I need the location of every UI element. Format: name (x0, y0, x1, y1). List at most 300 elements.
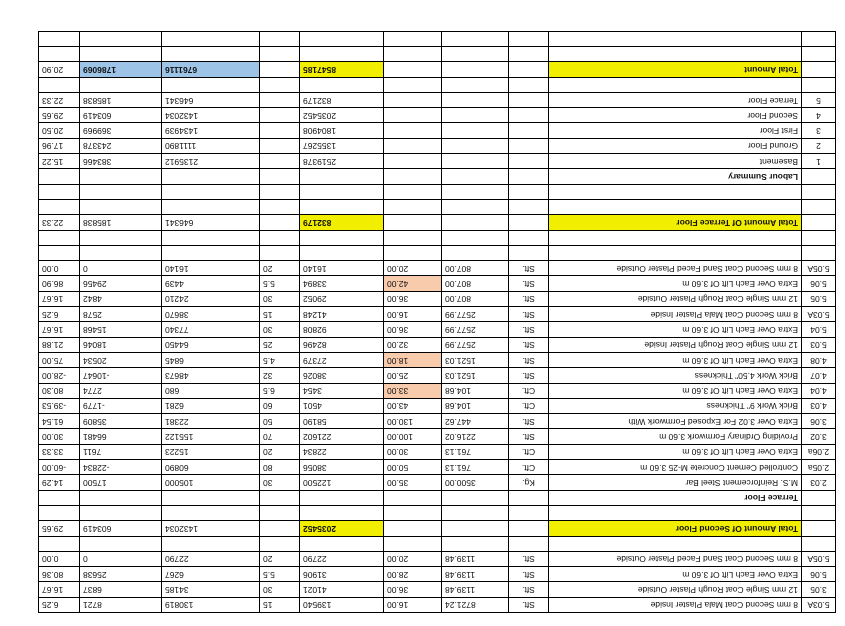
cell-quantity (442, 230, 509, 245)
cell-description: 8 mm Second Coat Sand Faced Plaster Outside (549, 261, 802, 276)
cell-rate (384, 230, 442, 245)
cell-amount: 27379 (300, 352, 384, 367)
cell-description: Extra Over 3.02 For Exposed Formwork With (549, 414, 802, 429)
cell-unit (509, 230, 549, 245)
cell-difference: 18046 (80, 337, 162, 352)
cell-quantity: 104.68 (442, 383, 509, 398)
cell-percent: 0.00 (39, 261, 80, 276)
cell-labour-rate (260, 31, 300, 46)
cell-quantity: 1521.03 (442, 352, 509, 367)
cell-amount (300, 169, 384, 184)
cell-rate: 43.00 (384, 398, 442, 413)
cell-amount: 82496 (300, 337, 384, 352)
blank-row (39, 245, 836, 260)
cell-labour-rate (260, 169, 300, 184)
cell-amount: 38026 (300, 368, 384, 383)
cell-rate: 100.00 (384, 429, 442, 444)
cell-description: Extra Over Each Lift Of 3.60 m (549, 352, 802, 367)
cell-labour-amount: 680 (162, 383, 260, 398)
cell-labour-rate: 30 (260, 291, 300, 306)
cell-unit: Sft. (509, 352, 549, 367)
cell-rate: 30.00 (384, 444, 442, 459)
cell-rate (384, 245, 442, 260)
cell-unit: Sft. (509, 551, 549, 566)
cell-rate: 16.00 (384, 307, 442, 322)
cell-rate (384, 138, 442, 153)
table-row (39, 551, 836, 566)
cell-labour-amount (162, 505, 260, 520)
cell-unit (509, 490, 549, 505)
cell-description: Total Amount (549, 62, 802, 77)
cell-labour-rate (260, 138, 300, 153)
cell-rate (384, 123, 442, 138)
table-row (39, 460, 836, 475)
cell-rate (384, 31, 442, 46)
cell-quantity (442, 138, 509, 153)
cell-rate: 36.00 (384, 291, 442, 306)
cell-quantity: 2577.99 (442, 307, 509, 322)
cell-labour-amount: 60890 (162, 460, 260, 475)
cell-unit (509, 47, 549, 62)
cell-labour-rate (260, 215, 300, 230)
cell-percent: 14.29 (39, 475, 80, 490)
table-row (39, 261, 836, 276)
cell-percent (39, 169, 80, 184)
cell-labour-amount: 48673 (162, 368, 260, 383)
cell-labour-rate (260, 505, 300, 520)
cell-quantity (442, 505, 509, 520)
cell-percent: 29.65 (39, 108, 80, 123)
cell-sr-no: 5.05 (802, 291, 836, 306)
cell-difference (80, 199, 162, 214)
cell-amount (300, 47, 384, 62)
cell-labour-amount (162, 230, 260, 245)
cell-difference (80, 31, 162, 46)
cell-difference: 17500 (80, 475, 162, 490)
cell-difference: 369969 (80, 123, 162, 138)
cell-labour-rate (260, 92, 300, 107)
cell-sr-no (802, 47, 836, 62)
cell-percent (39, 77, 80, 92)
cell-description: Terrace Floor (549, 490, 802, 505)
table-row (39, 337, 836, 352)
cell-labour-amount: 6761116 (162, 62, 260, 77)
cell-sr-no: 2 (802, 138, 836, 153)
cell-rate: 18.00 (384, 352, 442, 367)
cell-unit: Cft. (509, 383, 549, 398)
cell-labour-rate (260, 123, 300, 138)
cell-unit: Sft. (509, 276, 549, 291)
cell-sr-no: 2.05a (802, 460, 836, 475)
cell-difference: 0 (80, 551, 162, 566)
cell-quantity: 807.00 (442, 291, 509, 306)
cell-description: 12 mm Single Coat Rough Plaster Outside (549, 291, 802, 306)
cell-labour-amount: 24210 (162, 291, 260, 306)
cell-difference: 383466 (80, 154, 162, 169)
cell-percent: 33.33 (39, 444, 80, 459)
cell-description (549, 230, 802, 245)
cell-labour-rate: 20 (260, 261, 300, 276)
cell-unit (509, 169, 549, 184)
cell-quantity (442, 215, 509, 230)
cell-labour-rate (260, 245, 300, 260)
cell-percent: 16.67 (39, 322, 80, 337)
cell-unit: Cft. (509, 460, 549, 475)
cell-description: Second Floor (549, 108, 802, 123)
cell-sr-no: 3.05 (802, 582, 836, 597)
cell-amount (300, 77, 384, 92)
cell-rate (384, 92, 442, 107)
cell-percent: 80.30 (39, 383, 80, 398)
cell-labour-amount (162, 536, 260, 551)
cell-percent: 30.00 (39, 429, 80, 444)
table-row (39, 444, 836, 459)
cell-rate: 36.00 (384, 322, 442, 337)
cell-description: Extra Over Each Lift Of 3.60 m (549, 276, 802, 291)
cell-labour-amount: 6281 (162, 398, 260, 413)
cell-sr-no (802, 199, 836, 214)
cell-amount: 3454 (300, 383, 384, 398)
cell-amount: 41021 (300, 582, 384, 597)
cell-labour-amount (162, 184, 260, 199)
cell-unit: Cft. (509, 444, 549, 459)
cell-amount: 92808 (300, 322, 384, 337)
cell-sr-no: 5.06 (802, 276, 836, 291)
cell-quantity: 8721.24 (442, 597, 509, 612)
cell-sr-no: 5.03A (802, 307, 836, 322)
cell-quantity: 1139.48 (442, 551, 509, 566)
cell-labour-rate: 5.5 (260, 276, 300, 291)
cell-sr-no: 1 (802, 154, 836, 169)
cell-amount: 832179 (300, 92, 384, 107)
blank-row (39, 31, 836, 46)
blank-row (39, 199, 836, 214)
cell-amount: 1355267 (300, 138, 384, 153)
cell-quantity: 807.00 (442, 261, 509, 276)
cell-difference (80, 505, 162, 520)
cell-rate: 35.00 (384, 475, 442, 490)
cell-amount (300, 505, 384, 520)
cell-labour-amount (162, 245, 260, 260)
cell-unit: Cft. (509, 398, 549, 413)
cell-difference: 15468 (80, 322, 162, 337)
cell-rate (384, 536, 442, 551)
cell-labour-amount: 1434939 (162, 123, 260, 138)
cell-amount: 41248 (300, 307, 384, 322)
table-row (39, 352, 836, 367)
cell-rate (384, 77, 442, 92)
cell-unit (509, 62, 549, 77)
cell-unit (509, 31, 549, 46)
cell-difference: 6837 (80, 582, 162, 597)
cell-unit: Sft. (509, 414, 549, 429)
cell-unit: Sft. (509, 582, 549, 597)
cell-sr-no (802, 521, 836, 536)
cell-amount (300, 490, 384, 505)
cell-sr-no: 5.06 (802, 567, 836, 582)
cell-labour-rate: 70 (260, 429, 300, 444)
cell-quantity: 807.00 (442, 276, 509, 291)
blank-row (39, 536, 836, 551)
cell-quantity (442, 77, 509, 92)
cell-sr-no: 5.05A (802, 261, 836, 276)
cell-rate (384, 169, 442, 184)
cell-labour-rate: 30 (260, 475, 300, 490)
cell-amount: 8547185 (300, 62, 384, 77)
cell-unit (509, 154, 549, 169)
cell-difference: -1779 (80, 398, 162, 413)
cell-description: Controlled Cement Concrete M-25 3.60 m (549, 460, 802, 475)
cell-unit: Sft. (509, 368, 549, 383)
cell-description: 12 mm Single Coat Rough Plaster Outside (549, 582, 802, 597)
cell-rate (384, 521, 442, 536)
cell-difference (80, 536, 162, 551)
cell-sr-no: 3.06 (802, 414, 836, 429)
cell-description: Basement (549, 154, 802, 169)
cell-percent: -28.00 (39, 368, 80, 383)
cell-labour-rate: 20 (260, 444, 300, 459)
cell-quantity: 1139.48 (442, 567, 509, 582)
cell-quantity: 761.13 (442, 460, 509, 475)
cell-difference (80, 169, 162, 184)
cell-unit: Sft. (509, 597, 549, 612)
cell-rate (384, 108, 442, 123)
cell-sr-no: 5.05A (802, 551, 836, 566)
cell-difference: 35809 (80, 414, 162, 429)
cell-description: Extra Over Each Lift Of 3.60 m (549, 383, 802, 398)
cell-rate (384, 154, 442, 169)
blank-row (39, 77, 836, 92)
cell-labour-amount: 4439 (162, 276, 260, 291)
cell-quantity (442, 245, 509, 260)
cell-description (549, 47, 802, 62)
cell-description: 8 mm Second Coat Mala Plaster Inside (549, 597, 802, 612)
cell-percent (39, 490, 80, 505)
cell-unit (509, 505, 549, 520)
cell-difference: 2774 (80, 383, 162, 398)
cell-difference: 8721 (80, 597, 162, 612)
cell-unit: Sft. (509, 337, 549, 352)
cell-rate (384, 62, 442, 77)
cell-percent: 29.65 (39, 521, 80, 536)
cell-labour-rate: 30 (260, 322, 300, 337)
cell-labour-amount: 6845 (162, 352, 260, 367)
cell-unit (509, 92, 549, 107)
cell-percent: 20.50 (39, 123, 80, 138)
cell-labour-rate (260, 490, 300, 505)
cell-percent (39, 245, 80, 260)
cell-description: Ground Floor (549, 138, 802, 153)
cell-description: Labour Summary (549, 169, 802, 184)
cell-difference (80, 490, 162, 505)
cell-difference: 603419 (80, 521, 162, 536)
cell-percent: 17.96 (39, 138, 80, 153)
cell-difference (80, 47, 162, 62)
table-row (39, 475, 836, 490)
blank-row (39, 505, 836, 520)
table-row (39, 291, 836, 306)
cell-labour-amount (162, 77, 260, 92)
cell-labour-rate (260, 62, 300, 77)
cell-amount (300, 230, 384, 245)
cell-amount: 4501 (300, 398, 384, 413)
cell-unit: Kg. (509, 475, 549, 490)
table-row (39, 429, 836, 444)
table-row (39, 307, 836, 322)
cell-percent (39, 230, 80, 245)
cell-percent (39, 184, 80, 199)
cell-unit: Sft. (509, 291, 549, 306)
cell-percent: 16.67 (39, 291, 80, 306)
cell-difference: 185838 (80, 92, 162, 107)
total-row (39, 521, 836, 536)
cell-sr-no: 3.02 (802, 429, 836, 444)
cell-percent (39, 47, 80, 62)
cell-labour-rate: 32 (260, 368, 300, 383)
cell-sr-no (802, 536, 836, 551)
total-row (39, 215, 836, 230)
table-row (39, 322, 836, 337)
cell-rate: 25.00 (384, 368, 442, 383)
cell-amount (300, 184, 384, 199)
cell-description: M.S. Reinforcement Steel Bar (549, 475, 802, 490)
cell-rate: 130.00 (384, 414, 442, 429)
cell-labour-rate (260, 77, 300, 92)
cell-percent: 61.54 (39, 414, 80, 429)
cell-labour-rate (260, 47, 300, 62)
cell-sr-no: 4.03 (802, 398, 836, 413)
cell-rate: 20.00 (384, 551, 442, 566)
cell-sr-no: 5.03A (802, 597, 836, 612)
cell-labour-rate (260, 108, 300, 123)
cell-sr-no (802, 505, 836, 520)
cell-labour-amount: 646341 (162, 92, 260, 107)
cell-unit: Sft. (509, 567, 549, 582)
cell-labour-amount: 130819 (162, 597, 260, 612)
cell-difference: 185838 (80, 215, 162, 230)
cell-unit (509, 536, 549, 551)
cell-percent: 0.00 (39, 551, 80, 566)
cell-sr-no: 5.04 (802, 322, 836, 337)
cell-labour-amount: 105000 (162, 475, 260, 490)
cell-rate: 28.00 (384, 567, 442, 582)
cell-amount: 832179 (300, 215, 384, 230)
cell-quantity (442, 536, 509, 551)
cell-description: 12 mm Single Coat Rough Plaster Inside (549, 337, 802, 352)
cell-labour-amount: 155122 (162, 429, 260, 444)
cell-sr-no (802, 184, 836, 199)
cell-amount (300, 536, 384, 551)
cell-percent: 22.33 (39, 215, 80, 230)
cell-labour-amount (162, 490, 260, 505)
cell-labour-rate (260, 230, 300, 245)
cell-description (549, 536, 802, 551)
cell-quantity (442, 92, 509, 107)
cell-sr-no: 5.03 (802, 337, 836, 352)
cell-quantity (442, 154, 509, 169)
cell-difference (80, 230, 162, 245)
cell-quantity: 1521.03 (442, 368, 509, 383)
cell-difference (80, 77, 162, 92)
table-row (39, 567, 836, 582)
cell-percent (39, 536, 80, 551)
table-row (39, 582, 836, 597)
cell-quantity (442, 108, 509, 123)
cell-difference: 2578 (80, 307, 162, 322)
cell-percent: 6.25 (39, 597, 80, 612)
cell-quantity (442, 184, 509, 199)
cell-difference: 4842 (80, 291, 162, 306)
blank-row (39, 230, 836, 245)
cell-unit (509, 245, 549, 260)
cell-amount: 58190 (300, 414, 384, 429)
cell-sr-no (802, 169, 836, 184)
cell-percent (39, 199, 80, 214)
cell-labour-amount: 22790 (162, 551, 260, 566)
cell-description: Brick Work 4.50" Thickness (549, 368, 802, 383)
cell-labour-rate: 4.5 (260, 352, 300, 367)
cell-labour-rate: 50 (260, 414, 300, 429)
cell-description: Brick Work 9" Thickness (549, 398, 802, 413)
cell-difference (80, 245, 162, 260)
cell-rate (384, 490, 442, 505)
cell-sr-no (802, 230, 836, 245)
cell-labour-rate: 25 (260, 337, 300, 352)
cell-description: Extra Over Each Lift Of 3.60 m (549, 444, 802, 459)
cell-quantity (442, 62, 509, 77)
cell-unit (509, 184, 549, 199)
table-row (39, 154, 836, 169)
cell-labour-rate (260, 521, 300, 536)
cell-amount: 1804908 (300, 123, 384, 138)
cell-sr-no: 5 (802, 92, 836, 107)
cell-sr-no (802, 31, 836, 46)
cell-amount: 221602 (300, 429, 384, 444)
table-row (39, 123, 836, 138)
cell-unit: Sft. (509, 429, 549, 444)
cell-difference: 603419 (80, 108, 162, 123)
cell-sr-no (802, 215, 836, 230)
cell-labour-amount: 64450 (162, 337, 260, 352)
cell-rate: 36.00 (384, 582, 442, 597)
table-row (39, 108, 836, 123)
cell-description: Providing Ordinary Formwork 3.60 m (549, 429, 802, 444)
cell-description (549, 77, 802, 92)
cell-rate: 50.00 (384, 460, 442, 475)
blank-row (39, 184, 836, 199)
cell-rate (384, 47, 442, 62)
cell-percent: 16.67 (39, 582, 80, 597)
cell-difference (80, 184, 162, 199)
cell-labour-amount: 646341 (162, 215, 260, 230)
cell-description (549, 199, 802, 214)
cell-description (549, 31, 802, 46)
cell-labour-amount (162, 199, 260, 214)
cell-quantity: 104.68 (442, 398, 509, 413)
cell-percent: 20.90 (39, 62, 80, 77)
cell-labour-amount: 15223 (162, 444, 260, 459)
cell-quantity: 2216.02 (442, 429, 509, 444)
table-row (39, 383, 836, 398)
cell-unit (509, 199, 549, 214)
cell-labour-amount: 16140 (162, 261, 260, 276)
cell-quantity (442, 199, 509, 214)
section-heading-row (39, 490, 836, 505)
cell-rate: 32.00 (384, 337, 442, 352)
cell-percent: 21.88 (39, 337, 80, 352)
cell-labour-rate (260, 199, 300, 214)
cell-labour-amount: 1432034 (162, 108, 260, 123)
